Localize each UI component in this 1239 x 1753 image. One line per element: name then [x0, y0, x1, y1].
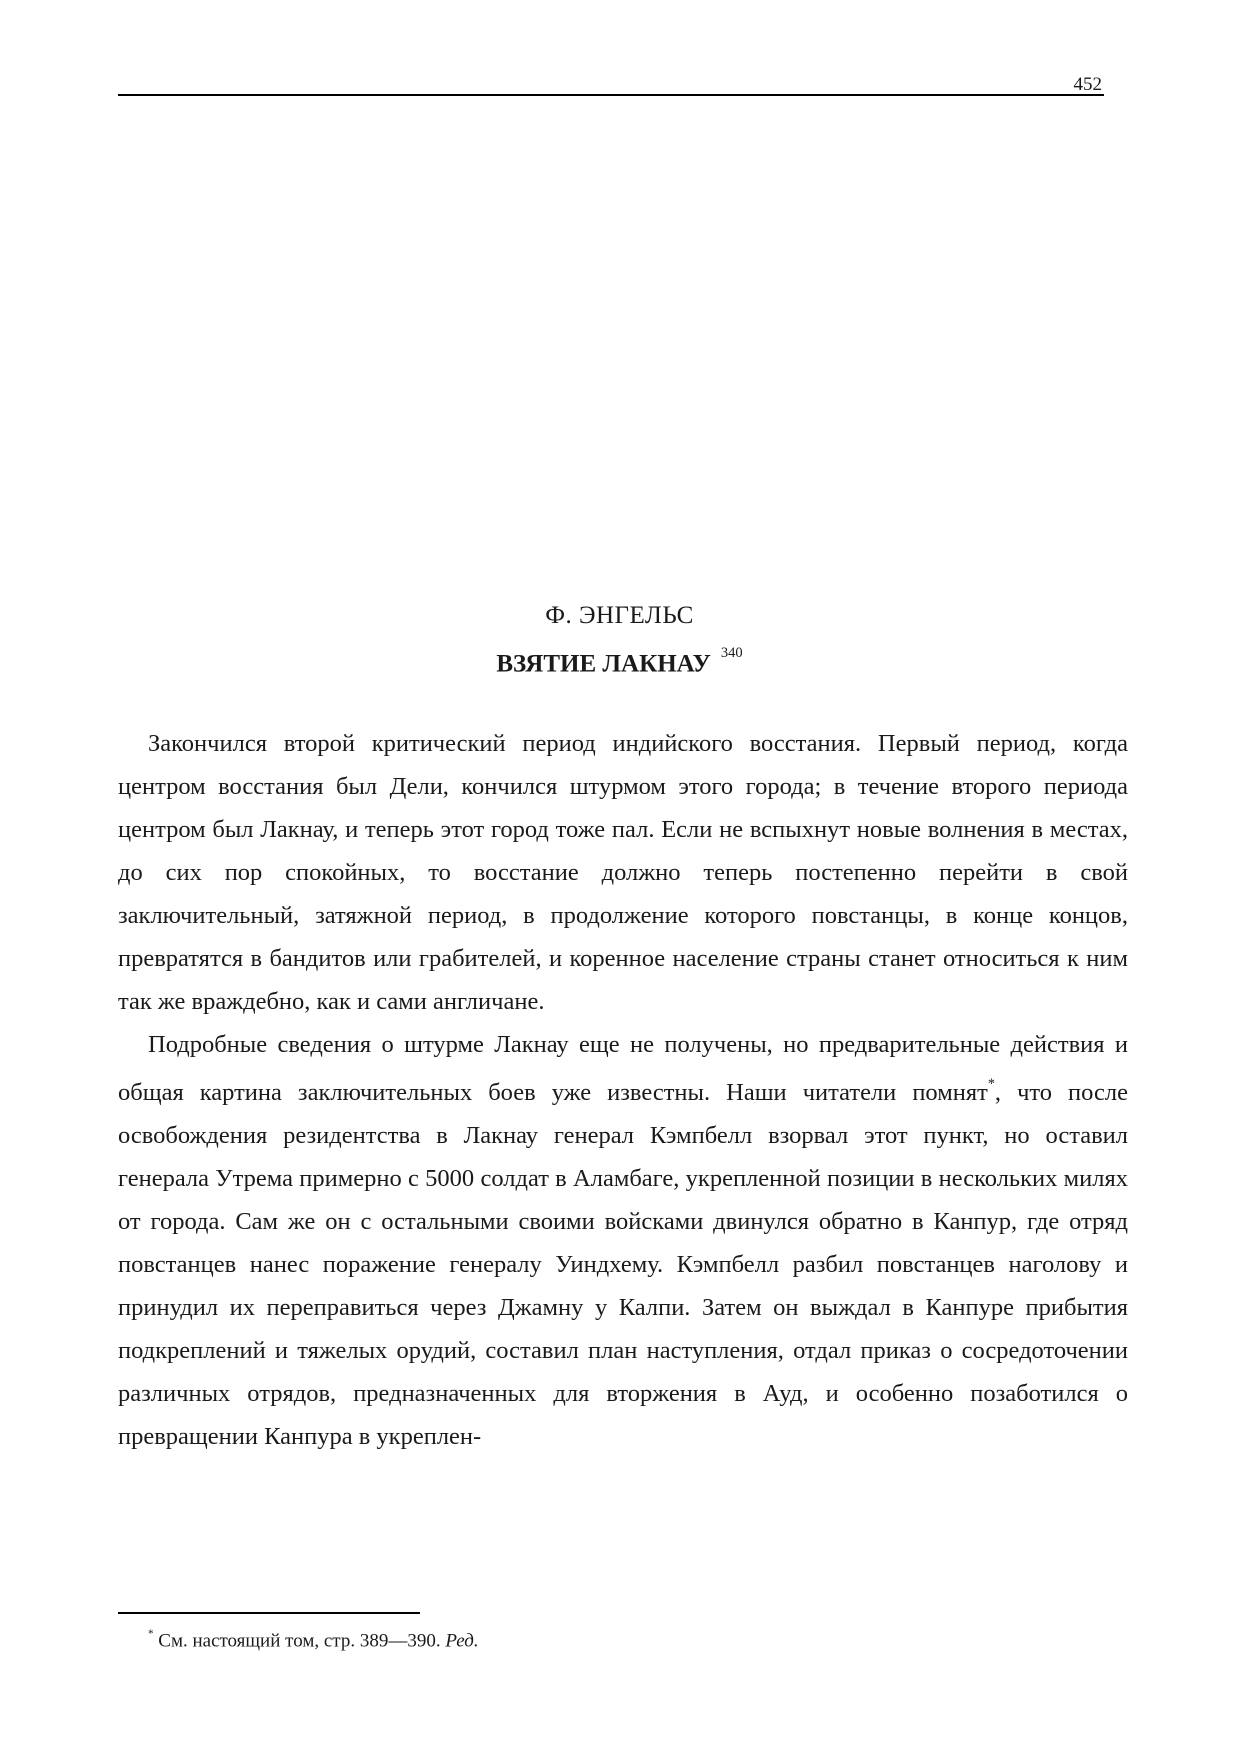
footnote-ref[interactable]: * [987, 1076, 995, 1093]
article-body [118, 722, 1128, 1458]
footnote-text: См. настоящий том, стр. 389—390. [153, 1630, 446, 1652]
paragraph [118, 1023, 1128, 1458]
paragraph: Закончился второй критический период индийского восстания. Первый период, когда центром восстания был Дели, кончился штурмом этого города; в течение второго периода центром был Лакнау, и теперь этот город тоже пал. Если не вспыхнут новые волнения в местах, до сих пор спокойных, то восстание должно теперь постепенно перейти в свой заключительный, затяжной период, в продолжение которого повстанцы, в конце концов, превратятся в бандитов или грабителей, и коренное население страны станет относиться к ним так же враждебно, как и сами англичане. [118, 730, 1128, 1015]
article-title [0, 644, 1239, 678]
title-note-ref[interactable]: 340 [720, 644, 743, 661]
footnote-marker: * [148, 1627, 154, 1640]
footnote-rule [118, 1612, 420, 1614]
paragraph-text: , что после освобождения резидентства в Лакнау генерал Кэмпбелл взорвал этот пункт, но оставил генерала Утрема примерно с 5000 солдат в Аламбаге, укрепленной позиции в нескольких милях от города. Сам же он с остальными своими войсками двинулся обратно в Канпур, где отряд повстанцев нанес поражение генералу Уиндхему. Кэмпбелл разбил повстанцев наголову и принудил их переправиться через Джамну у Калпи. Затем он выждал в Канпуре прибытия подкреплений и тяжелых орудий, составил план наступления, отдал приказ о сосредоточении различных отрядов, предназначенных для вторжения в Ауд, и особенно позаботился о превращении Канпура в укреплен- [118, 1079, 1128, 1451]
author-name: Ф. ЭНГЕЛЬС [545, 602, 694, 629]
article-title-text: ВЗЯТИЕ ЛАКНАУ [496, 650, 711, 678]
footnote [148, 1622, 479, 1655]
header-rule [118, 94, 1104, 96]
footnote-editor-mark: Ред. [445, 1630, 479, 1652]
paragraph-text: Подробные сведения о штурме Лакнау еще не получены, но предварительные действия и общая картина заключительных боев уже известны. Наши читатели помнят [118, 1031, 1128, 1107]
page-number: 452 [1073, 74, 1102, 95]
